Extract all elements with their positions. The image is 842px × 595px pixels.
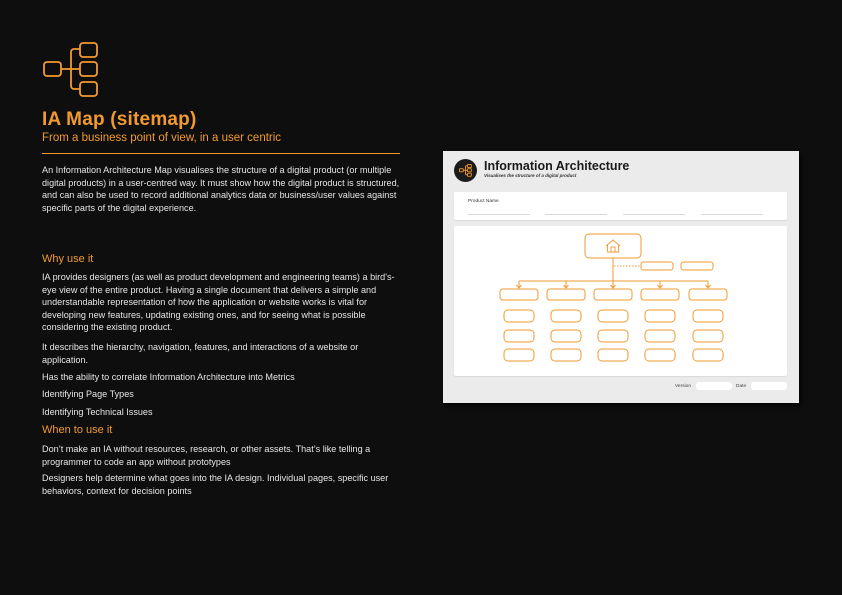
section-node (547, 289, 585, 300)
when-item: Don’t make an IA without resources, research, or other assets. That’s like telling a programmer to code an app without prototypes (42, 444, 371, 467)
page-node (693, 310, 723, 322)
page-node (598, 310, 628, 322)
section-node (594, 289, 632, 300)
version-label: Version (675, 384, 691, 389)
section-node (641, 289, 679, 300)
utility-node (641, 262, 673, 270)
why-item: IA provides designers (as well as product development and engineering teams) a bird's-eye view of the entire product. Having a single document that delivers a simple and understandable representation of how the application or website works is vital for developing new features, updating existing ones, and for seeing what is possible considering the existing product. (42, 272, 395, 333)
product-name-field[interactable] (623, 214, 685, 215)
why-heading: Why use it (42, 253, 94, 265)
page-node (551, 349, 581, 361)
title-divider (42, 153, 400, 154)
page-subtitle: From a business point of view, in a user centric (42, 132, 282, 144)
why-item: Identifying Technical Issues (42, 407, 153, 417)
page-title: IA Map (sitemap) (42, 109, 197, 130)
page-node (504, 330, 534, 342)
template-badge (454, 159, 477, 182)
sitemap-canvas (454, 226, 787, 376)
when-heading: When to use it (42, 424, 113, 436)
intro-paragraph: An Information Architecture Map visualises the structure of a digital product (or multiple digital products) in a user-centred way. It must show how the digital product is structured, and can also be used to record additional analytics data or business/user values against specific parts of the digital experience. (42, 165, 400, 213)
product-name-label: Product Name (468, 199, 499, 204)
home-node (585, 234, 641, 258)
utility-node (681, 262, 713, 270)
sitemap-icon (42, 42, 100, 98)
why-item: It describes the hierarchy, navigation, features, and interactions of a website or application. (42, 342, 359, 365)
product-name-field[interactable] (701, 214, 763, 215)
template-title: Information Architecture (484, 159, 630, 173)
page-node (693, 349, 723, 361)
page-node (504, 349, 534, 361)
page-node (598, 349, 628, 361)
date-field[interactable] (751, 382, 787, 390)
sitemap-icon (459, 164, 472, 177)
version-field[interactable] (696, 382, 732, 390)
section-node (689, 289, 727, 300)
date-label: Date (736, 384, 747, 389)
page-node (693, 330, 723, 342)
product-name-card (454, 192, 787, 220)
product-name-field[interactable] (545, 214, 607, 215)
page-node (551, 310, 581, 322)
ia-template-sheet (443, 151, 799, 403)
page-node (598, 330, 628, 342)
when-item: Designers help determine what goes into the IA design. Individual pages, specific user behaviors, context for decision points (42, 473, 389, 496)
why-item: Identifying Page Types (42, 389, 134, 399)
section-node (500, 289, 538, 300)
template-subtitle: Visualises the structure of a digital product (484, 173, 577, 178)
page-node (551, 330, 581, 342)
why-item: Has the ability to correlate Information Architecture into Metrics (42, 372, 295, 382)
page-node (504, 310, 534, 322)
page-node (645, 330, 675, 342)
home-icon (606, 240, 620, 252)
product-name-field[interactable] (468, 214, 530, 215)
page-node (645, 310, 675, 322)
page-node (645, 349, 675, 361)
